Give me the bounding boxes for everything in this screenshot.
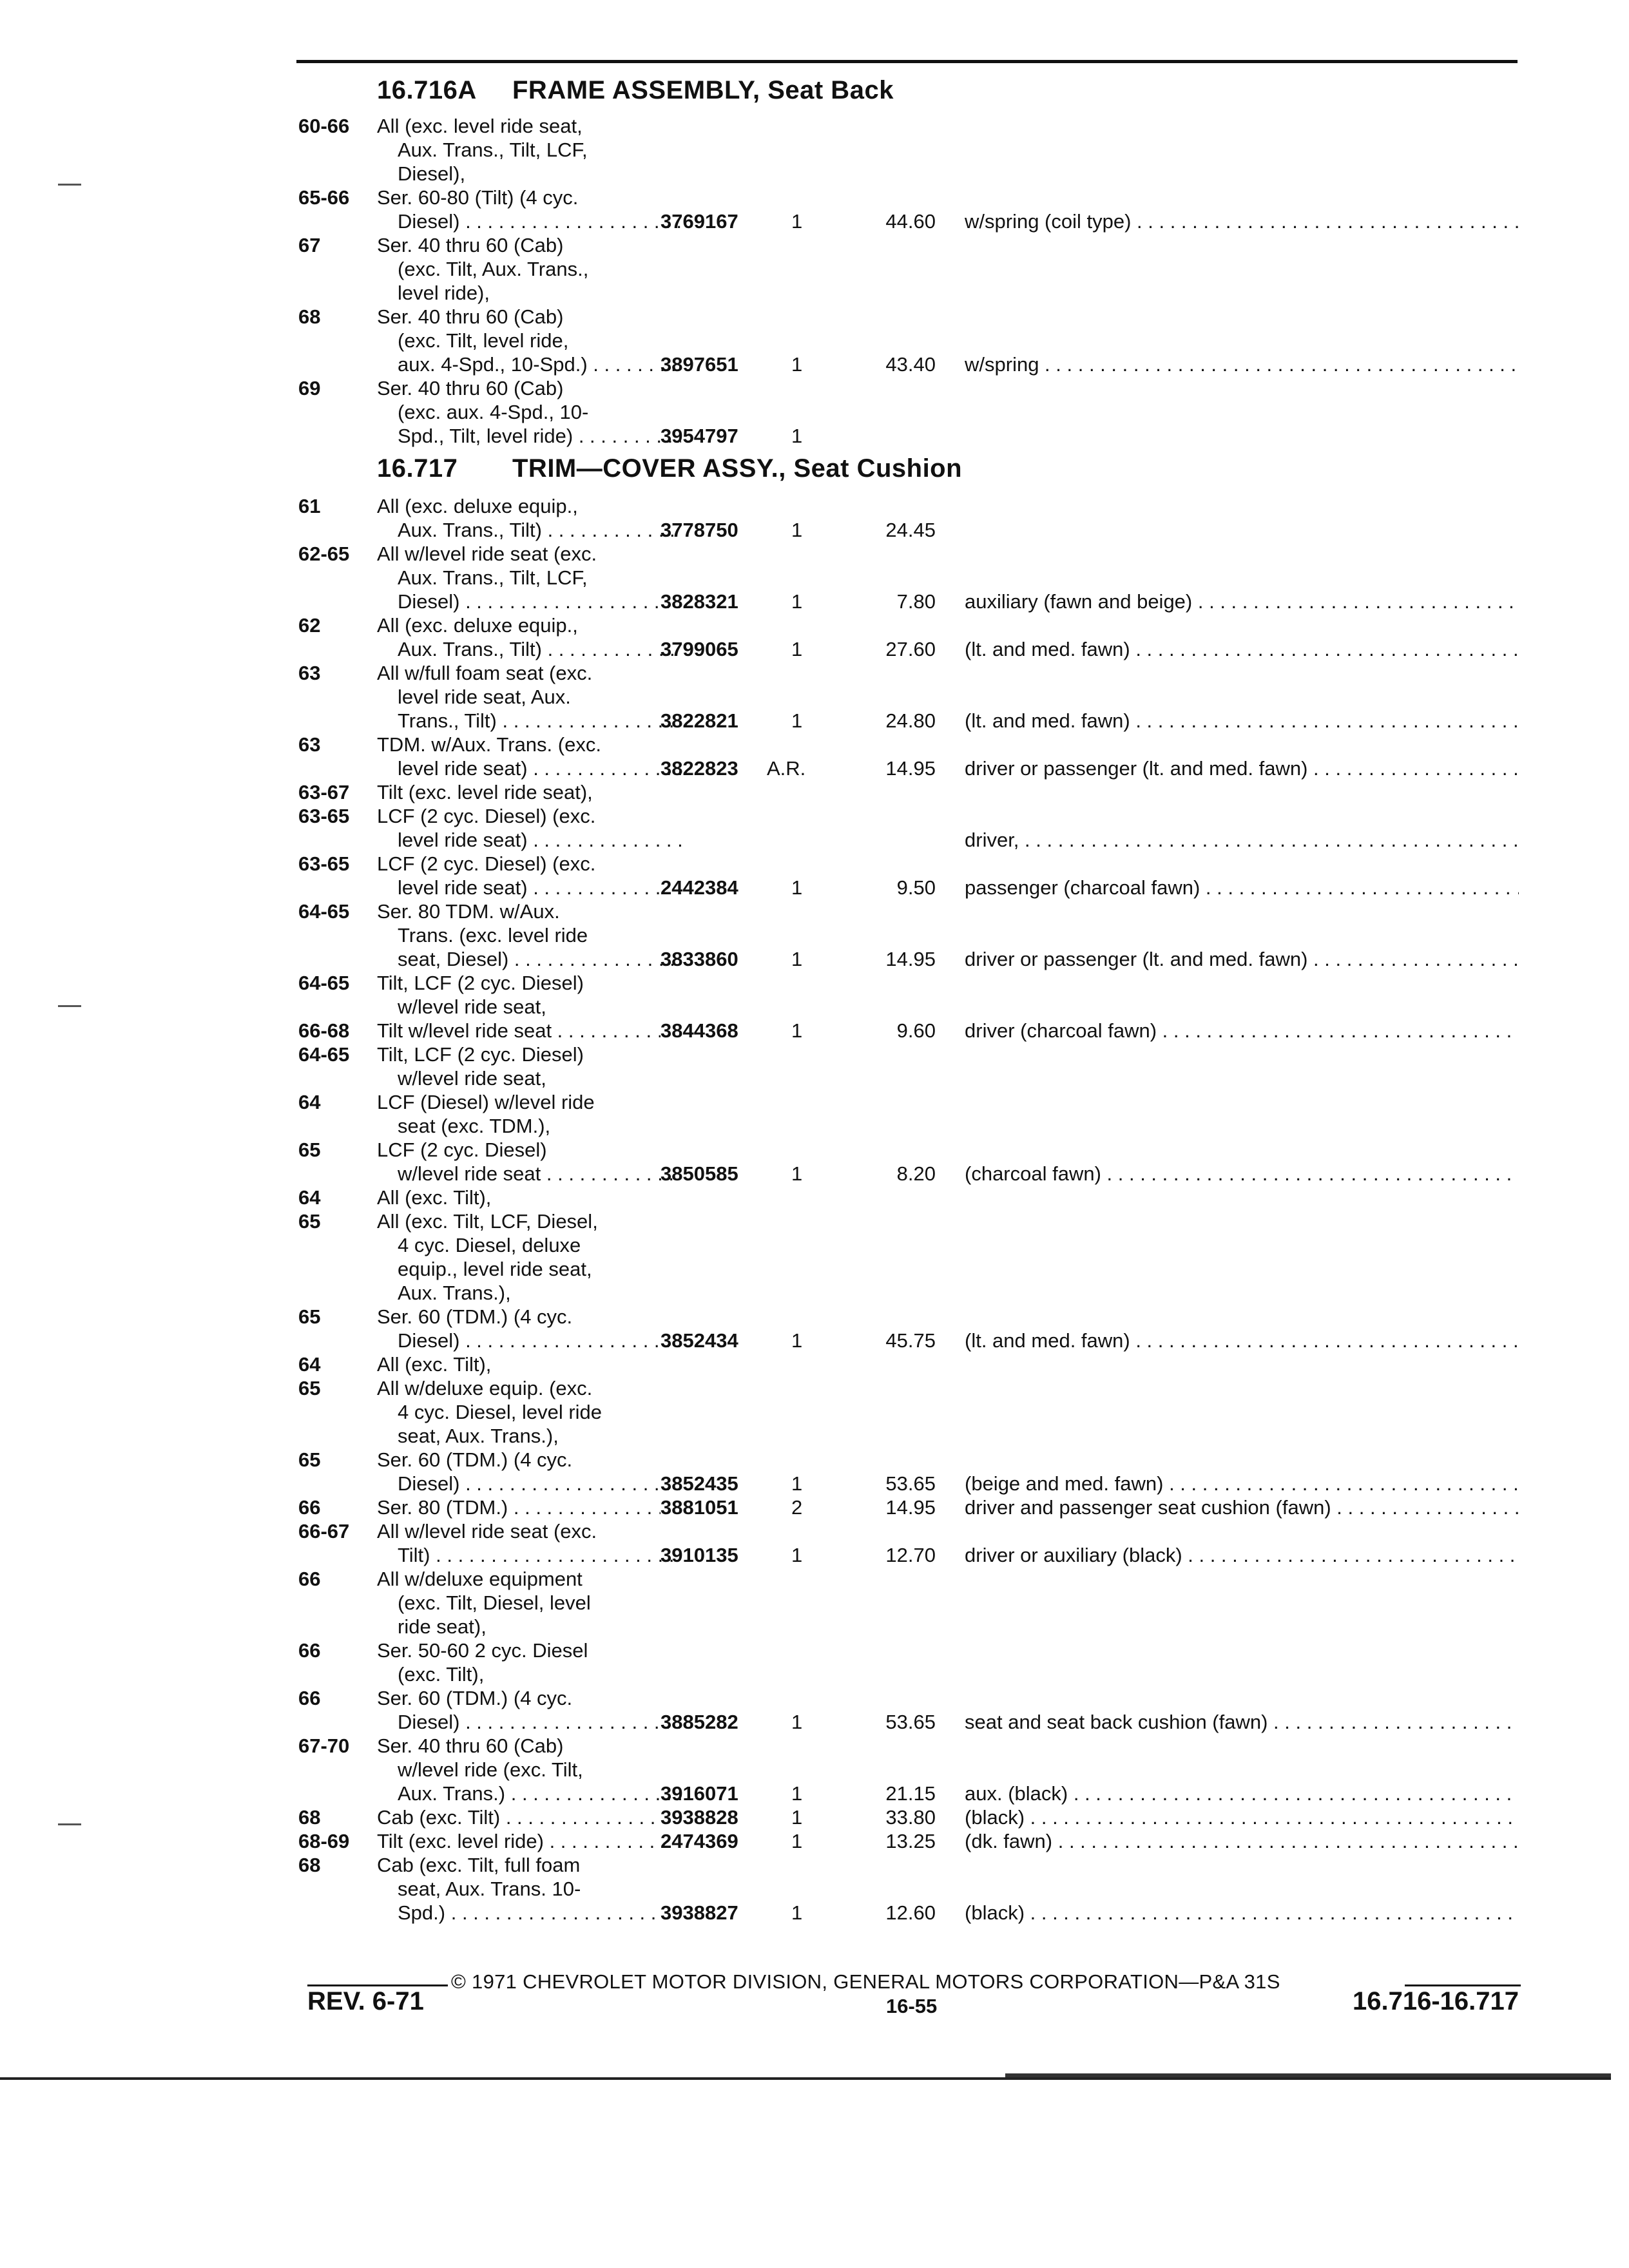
application-description: All (exc. deluxe equip., — [377, 495, 578, 517]
application-description: Cab (exc. Tilt) . . . — [377, 1805, 660, 1829]
application-description: Spd., Tilt, level ride) . . . — [398, 424, 681, 448]
application-description: w/level ride seat, — [398, 1067, 546, 1090]
remark: (black) . . . — [965, 1805, 1519, 1829]
list-price: 33.80 — [885, 1806, 936, 1829]
model-year: 68 — [298, 1806, 321, 1829]
application-description: Diesel) . . . — [398, 1710, 681, 1734]
application-description: (exc. Tilt, Aux. Trans., — [398, 258, 589, 280]
table-row — [0, 1877, 1629, 1901]
bottom-rule — [0, 2077, 1611, 2080]
application-description: Ser. 40 thru 60 (Cab) — [377, 1735, 564, 1757]
table-row — [0, 1209, 1629, 1233]
table-row — [0, 305, 1629, 329]
application-description: seat, Aux. Trans. 10- — [398, 1878, 581, 1900]
application-description: ride seat), — [398, 1615, 487, 1638]
application-description: w/level ride (exc. Tilt, — [398, 1758, 583, 1781]
list-price: 9.50 — [896, 876, 936, 899]
application-description: Cab (exc. Tilt, full foam — [377, 1854, 581, 1876]
table-row — [0, 733, 1629, 756]
application-description: Diesel) . . . — [398, 1329, 681, 1352]
application-description: TDM. w/Aux. Trans. (exc. — [377, 733, 601, 756]
application-description: w/level ride seat, — [398, 995, 546, 1018]
application-description: All w/deluxe equip. (exc. — [377, 1377, 593, 1399]
list-price: 24.45 — [885, 519, 936, 541]
table-row — [0, 1639, 1629, 1662]
remark: (charcoal fawn) . . . — [965, 1162, 1519, 1186]
list-price: 7.80 — [896, 590, 936, 613]
quantity: 1 — [791, 1782, 803, 1805]
part-number: 3799065 — [660, 638, 738, 660]
application-description: Tilt w/level ride seat . . . — [377, 1019, 660, 1043]
part-number: 3828321 — [660, 590, 738, 613]
footer-rule-right — [1405, 1984, 1521, 1986]
application-description: seat, Diesel) . . . — [398, 947, 681, 971]
table-row — [0, 186, 1629, 209]
table-row — [0, 1543, 1629, 1567]
model-year: 66 — [298, 1568, 321, 1590]
table-row — [0, 613, 1629, 637]
table-row — [0, 1686, 1629, 1710]
model-year: 65-66 — [298, 186, 350, 209]
table-row — [0, 1567, 1629, 1591]
table-row — [0, 1734, 1629, 1758]
table-row — [0, 1138, 1629, 1162]
list-price: 44.60 — [885, 210, 936, 233]
remark: driver or passenger (lt. and med. fawn) . . . — [965, 756, 1519, 780]
quantity: 1 — [791, 1711, 803, 1733]
application-description: 4 cyc. Diesel, level ride — [398, 1401, 602, 1423]
table-row — [0, 995, 1629, 1019]
model-year: 62 — [298, 614, 321, 637]
list-price: 14.95 — [885, 757, 936, 780]
model-year: 66-67 — [298, 1520, 350, 1542]
application-description: Tilt (exc. level ride) . . . — [377, 1829, 660, 1853]
table-row — [0, 162, 1629, 186]
top-rule — [296, 60, 1518, 63]
application-description: Ser. 60 (TDM.) (4 cyc. — [377, 1448, 573, 1471]
table-row — [0, 590, 1629, 613]
model-year: 69 — [298, 377, 321, 399]
application-description: All (exc. level ride seat, — [377, 115, 583, 137]
part-number: 3769167 — [660, 210, 738, 233]
table-row — [0, 518, 1629, 542]
application-description: Spd.) . . . — [398, 1901, 681, 1925]
table-row — [0, 424, 1629, 448]
table-row — [0, 494, 1629, 518]
part-number: 3916071 — [660, 1782, 738, 1805]
table-row — [0, 566, 1629, 590]
list-price: 14.95 — [885, 1496, 936, 1519]
table-row — [0, 376, 1629, 400]
list-price: 12.70 — [885, 1544, 936, 1566]
table-row — [0, 1662, 1629, 1686]
model-year: 64 — [298, 1091, 321, 1113]
application-description: (exc. aux. 4-Spd., 10- — [398, 401, 589, 423]
table-row — [0, 661, 1629, 685]
table-row — [0, 257, 1629, 281]
table-row — [0, 1162, 1629, 1186]
part-number: 3938828 — [660, 1806, 738, 1829]
part-number: 3852435 — [660, 1472, 738, 1495]
table-row — [0, 1853, 1629, 1877]
table-row — [0, 329, 1629, 352]
remark: (lt. and med. fawn) . . . — [965, 637, 1519, 661]
table-row — [0, 1352, 1629, 1376]
model-year: 63 — [298, 733, 321, 756]
model-year: 63-67 — [298, 781, 350, 803]
model-year: 64-65 — [298, 900, 350, 923]
table-row — [0, 1043, 1629, 1066]
model-year: 65 — [298, 1305, 321, 1328]
table-row — [0, 1472, 1629, 1495]
footer-rule-left — [307, 1984, 448, 1986]
part-number: 3881051 — [660, 1496, 738, 1519]
application-description: All (exc. Tilt, LCF, Diesel, — [377, 1210, 598, 1233]
application-description: LCF (2 cyc. Diesel) (exc. — [377, 852, 596, 875]
table-row — [0, 114, 1629, 138]
model-year: 65 — [298, 1139, 321, 1161]
part-number: 3885282 — [660, 1711, 738, 1733]
model-year: 63-65 — [298, 852, 350, 875]
table-row — [0, 1519, 1629, 1543]
list-price: 43.40 — [885, 353, 936, 376]
application-description: 4 cyc. Diesel, deluxe — [398, 1234, 581, 1256]
model-year: 68 — [298, 305, 321, 328]
table-row — [0, 1901, 1629, 1925]
bottom-rule-heavy — [1005, 2073, 1611, 2077]
table-row — [0, 1281, 1629, 1305]
application-description: Diesel) . . . — [398, 209, 681, 233]
remark: driver and passenger seat cushion (fawn) . . . — [965, 1495, 1519, 1519]
model-year: 62-65 — [298, 543, 350, 565]
model-year: 68 — [298, 1854, 321, 1876]
application-description: Aux. Trans., Tilt) . . . — [398, 518, 681, 542]
application-description: Tilt, LCF (2 cyc. Diesel) — [377, 972, 584, 994]
application-description: level ride seat) . . . — [398, 876, 681, 899]
remark: w/spring . . . — [965, 352, 1519, 376]
remark: seat and seat back cushion (fawn) . . . — [965, 1710, 1519, 1734]
part-number: 3938827 — [660, 1901, 738, 1924]
quantity: 1 — [791, 1806, 803, 1829]
application-description: All (exc. Tilt), — [377, 1353, 492, 1376]
table-row — [0, 1829, 1629, 1853]
table-row — [0, 352, 1629, 376]
part-number: 2442384 — [660, 876, 738, 899]
list-price: 12.60 — [885, 1901, 936, 1924]
list-price: 8.20 — [896, 1162, 936, 1185]
table-row — [0, 1186, 1629, 1209]
model-year: 68-69 — [298, 1830, 350, 1852]
table-row — [0, 1710, 1629, 1734]
application-description: Aux. Trans., Tilt, LCF, — [398, 566, 588, 589]
table-row — [0, 281, 1629, 305]
part-number: 3954797 — [660, 425, 738, 447]
section-number: 16.716A — [377, 76, 477, 104]
application-description: Trans. (exc. level ride — [398, 924, 588, 947]
application-description: Ser. 60 (TDM.) (4 cyc. — [377, 1687, 573, 1709]
copyright-notice: © 1971 CHEVROLET MOTOR DIVISION, GENERAL MOTORS CORPORATION—P&A 31S — [451, 1970, 1280, 1993]
table-row — [0, 876, 1629, 899]
application-description: Diesel) . . . — [398, 590, 681, 613]
table-row — [0, 209, 1629, 233]
table-row — [0, 971, 1629, 995]
remark: (dk. fawn) . . . — [965, 1829, 1519, 1853]
table-row — [0, 1495, 1629, 1519]
application-description: All (exc. deluxe equip., — [377, 614, 578, 637]
application-description: Aux. Trans.) . . . — [398, 1782, 681, 1805]
application-description: level ride seat) . . . — [398, 756, 681, 780]
table-row — [0, 1591, 1629, 1615]
table-row — [0, 1305, 1629, 1329]
table-row — [0, 1090, 1629, 1114]
application-description: Aux. Trans.), — [398, 1282, 511, 1304]
application-description: Ser. 50-60 2 cyc. Diesel — [377, 1639, 588, 1662]
part-number: 3822821 — [660, 709, 738, 732]
table-row — [0, 1066, 1629, 1090]
application-description: LCF (2 cyc. Diesel) — [377, 1139, 547, 1161]
section-title — [377, 76, 894, 105]
application-description: level ride), — [398, 282, 490, 304]
remark: auxiliary (fawn and beige) . . . — [965, 590, 1519, 613]
list-price: 21.15 — [885, 1782, 936, 1805]
application-description: (exc. Tilt), — [398, 1663, 485, 1686]
model-year: 64 — [298, 1353, 321, 1376]
table-row — [0, 1114, 1629, 1138]
application-description: All w/level ride seat (exc. — [377, 543, 597, 565]
quantity: 1 — [791, 948, 803, 970]
application-description: seat, Aux. Trans.), — [398, 1425, 559, 1447]
model-year: 63-65 — [298, 805, 350, 827]
table-row — [0, 233, 1629, 257]
remark: w/spring (coil type) . . . — [965, 209, 1519, 233]
table-row — [0, 899, 1629, 923]
table-row — [0, 852, 1629, 876]
table-row — [0, 756, 1629, 780]
table-row — [0, 1257, 1629, 1281]
quantity: 1 — [791, 1162, 803, 1185]
application-description: LCF (Diesel) w/level ride — [377, 1091, 595, 1113]
application-description: Tilt, LCF (2 cyc. Diesel) — [377, 1043, 584, 1066]
table-row — [0, 637, 1629, 661]
quantity: 1 — [791, 1830, 803, 1852]
part-number: 3844368 — [660, 1019, 738, 1042]
model-year: 64 — [298, 1186, 321, 1209]
quantity: 1 — [791, 1544, 803, 1566]
margin-mark — [58, 1823, 81, 1825]
quantity: 1 — [791, 1019, 803, 1042]
table-row — [0, 780, 1629, 804]
application-description: Tilt) . . . — [398, 1543, 681, 1567]
quantity: 1 — [791, 709, 803, 732]
table-row — [0, 1615, 1629, 1639]
table-row — [0, 1329, 1629, 1352]
table-row — [0, 1233, 1629, 1257]
application-description: Ser. 40 thru 60 (Cab) — [377, 305, 564, 328]
list-price: 53.65 — [885, 1472, 936, 1495]
list-price: 24.80 — [885, 709, 936, 732]
application-description: All w/deluxe equipment — [377, 1568, 583, 1590]
table-row — [0, 400, 1629, 424]
table-row — [0, 685, 1629, 709]
application-description: aux. 4-Spd., 10-Spd.) . . . — [398, 352, 681, 376]
application-description: level ride seat, Aux. — [398, 686, 571, 708]
model-year: 65 — [298, 1377, 321, 1399]
list-price: 9.60 — [896, 1019, 936, 1042]
table-row — [0, 923, 1629, 947]
application-description: Diesel) . . . — [398, 1472, 681, 1495]
model-year: 64-65 — [298, 972, 350, 994]
application-description: Ser. 60 (TDM.) (4 cyc. — [377, 1305, 573, 1328]
application-description: equip., level ride seat, — [398, 1258, 592, 1280]
table-row — [0, 542, 1629, 566]
table-row — [0, 709, 1629, 733]
margin-mark — [58, 184, 81, 186]
model-year: 65 — [298, 1210, 321, 1233]
application-description: Ser. 40 thru 60 (Cab) — [377, 377, 564, 399]
model-year: 67-70 — [298, 1735, 350, 1757]
section-title — [377, 454, 962, 483]
remark: driver, . . . — [965, 828, 1519, 852]
application-description: LCF (2 cyc. Diesel) (exc. — [377, 805, 596, 827]
table-row — [0, 1758, 1629, 1782]
model-year: 67 — [298, 234, 321, 256]
section-heading: FRAME ASSEMBLY, Seat Back — [512, 76, 894, 104]
application-description: Aux. Trans., Tilt, LCF, — [398, 139, 588, 161]
model-year: 61 — [298, 495, 321, 517]
part-number: 3897651 — [660, 353, 738, 376]
application-description: level ride seat) . . . — [398, 828, 681, 852]
remark: (beige and med. fawn) . . . — [965, 1472, 1519, 1495]
application-description: All w/full foam seat (exc. — [377, 662, 593, 684]
table-row — [0, 1448, 1629, 1472]
table-row — [0, 947, 1629, 971]
application-description: Ser. 80 TDM. w/Aux. — [377, 900, 560, 923]
model-year: 66 — [298, 1496, 321, 1519]
table-row — [0, 1424, 1629, 1448]
table-row — [0, 1805, 1629, 1829]
remark: driver or auxiliary (black) . . . — [965, 1543, 1519, 1567]
remark: aux. (black) . . . — [965, 1782, 1519, 1805]
quantity: 1 — [791, 210, 803, 233]
quantity: 1 — [791, 638, 803, 660]
section-heading: TRIM—COVER ASSY., Seat Cushion — [512, 454, 963, 483]
quantity: 2 — [791, 1496, 803, 1519]
application-description: seat (exc. TDM.), — [398, 1115, 551, 1137]
application-description: w/level ride seat . . . — [398, 1162, 681, 1186]
application-description: Diesel), — [398, 162, 466, 185]
application-description: Tilt (exc. level ride seat), — [377, 781, 593, 803]
application-description: Ser. 60-80 (Tilt) (4 cyc. — [377, 186, 579, 209]
table-row — [0, 804, 1629, 828]
model-year: 63 — [298, 662, 321, 684]
table-row — [0, 828, 1629, 852]
part-number: 3850585 — [660, 1162, 738, 1185]
quantity: 1 — [791, 876, 803, 899]
part-number: 3822823 — [660, 757, 738, 780]
remark: (black) . . . — [965, 1901, 1519, 1925]
model-year: 66-68 — [298, 1019, 350, 1042]
list-price: 53.65 — [885, 1711, 936, 1733]
remark: driver (charcoal fawn) . . . — [965, 1019, 1519, 1043]
table-row — [0, 138, 1629, 162]
quantity: 1 — [791, 425, 803, 447]
section-range: 16.716-16.717 — [1352, 1987, 1519, 2015]
revision-label: REV. 6-71 — [307, 1987, 424, 2015]
list-price: 45.75 — [885, 1329, 936, 1352]
quantity: A.R. — [767, 757, 806, 780]
list-price: 14.95 — [885, 948, 936, 970]
table-row — [0, 1376, 1629, 1400]
part-number: 3910135 — [660, 1544, 738, 1566]
application-description: Ser. 80 (TDM.) . . . — [377, 1495, 660, 1519]
remark: (lt. and med. fawn) . . . — [965, 709, 1519, 733]
application-description: Ser. 40 thru 60 (Cab) — [377, 234, 564, 256]
application-description: (exc. Tilt, Diesel, level — [398, 1591, 591, 1614]
table-row — [0, 1400, 1629, 1424]
quantity: 1 — [791, 353, 803, 376]
list-price: 13.25 — [885, 1830, 936, 1852]
model-year: 64-65 — [298, 1043, 350, 1066]
application-description: (exc. Tilt, level ride, — [398, 329, 569, 352]
page-number: 16-55 — [886, 1995, 938, 2017]
application-description: All w/level ride seat (exc. — [377, 1520, 597, 1542]
model-year: 66 — [298, 1639, 321, 1662]
list-price: 27.60 — [885, 638, 936, 660]
table-row — [0, 1782, 1629, 1805]
section-number: 16.717 — [377, 454, 458, 483]
application-description: Trans., Tilt) . . . — [398, 709, 681, 733]
part-number: 3833860 — [660, 948, 738, 970]
model-year: 60-66 — [298, 115, 350, 137]
application-description: Aux. Trans., Tilt) . . . — [398, 637, 681, 661]
table-row — [0, 1019, 1629, 1043]
quantity: 1 — [791, 1472, 803, 1495]
quantity: 1 — [791, 1901, 803, 1924]
quantity: 1 — [791, 519, 803, 541]
quantity: 1 — [791, 1329, 803, 1352]
model-year: 66 — [298, 1687, 321, 1709]
remark: driver or passenger (lt. and med. fawn) . . . — [965, 947, 1519, 971]
part-number: 2474369 — [660, 1830, 738, 1852]
remark: passenger (charcoal fawn) . . . — [965, 876, 1519, 899]
model-year: 65 — [298, 1448, 321, 1471]
part-number: 3778750 — [660, 519, 738, 541]
remark: (lt. and med. fawn) . . . — [965, 1329, 1519, 1352]
margin-mark — [58, 1005, 81, 1007]
application-description: All (exc. Tilt), — [377, 1186, 492, 1209]
quantity: 1 — [791, 590, 803, 613]
part-number: 3852434 — [660, 1329, 738, 1352]
